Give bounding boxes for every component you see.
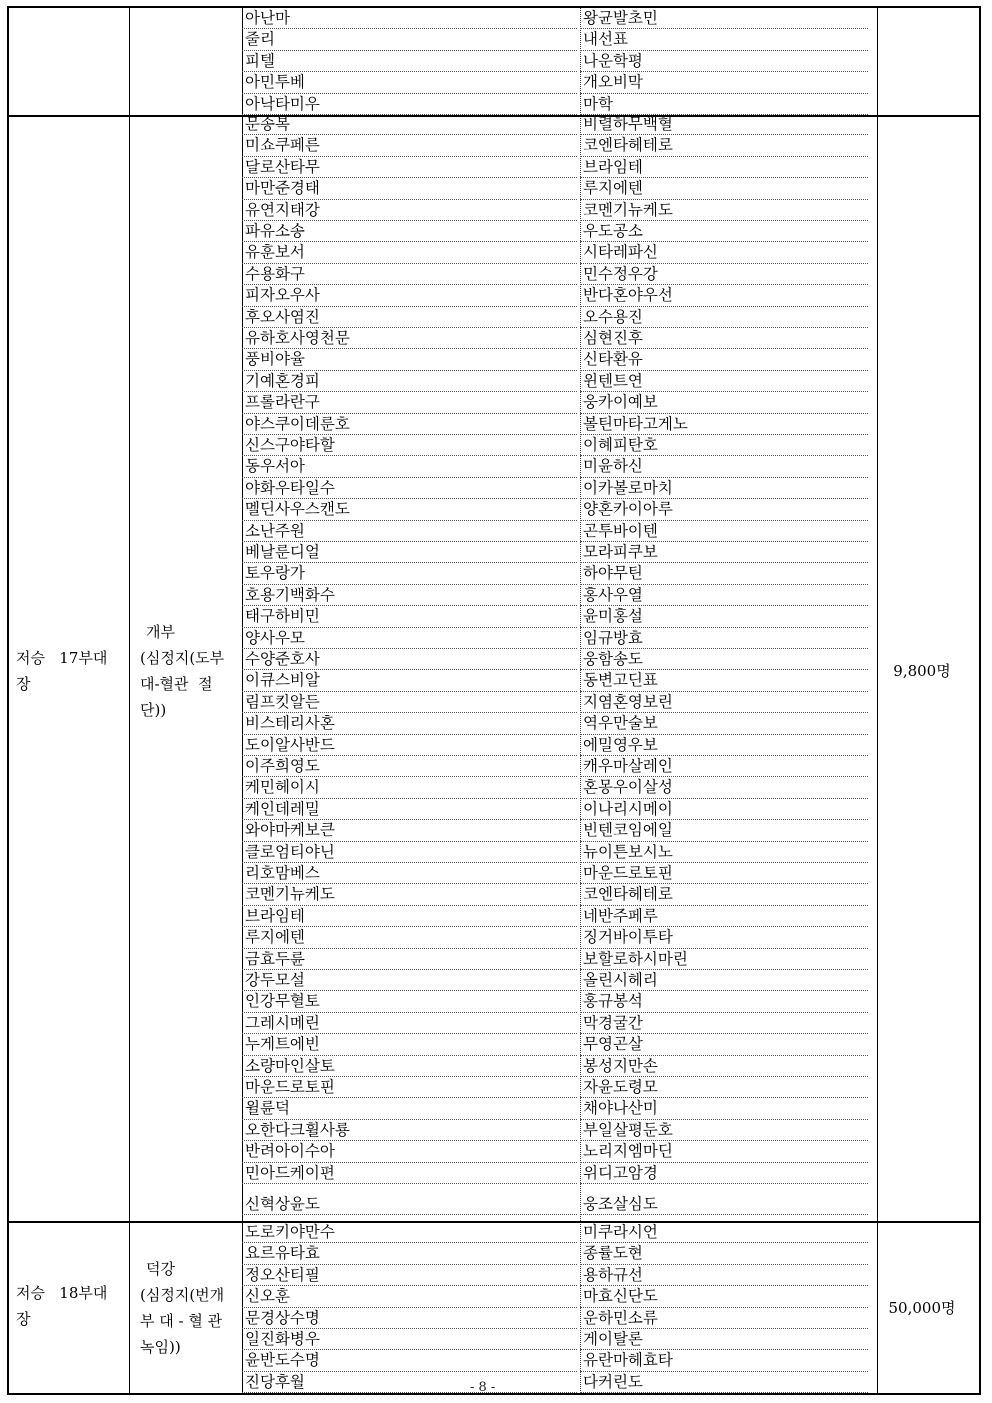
name-cell: 루지에텐 [242, 927, 577, 948]
name-cell: 유란마헤효타 [580, 1350, 868, 1371]
name-cell: 웅조살심도 [580, 1194, 868, 1215]
group-17-type-line1: 개부 [146, 623, 175, 641]
page-number: - 8 - [470, 1380, 496, 1395]
name-cell: 다커린도 [580, 1372, 868, 1393]
group-18-type-line1: 덕강 [146, 1260, 175, 1278]
name-cell: 지염혼영보린 [580, 692, 868, 713]
name-cell: 태구하비민 [242, 606, 577, 627]
name-cell: 윈텐트연 [580, 371, 868, 392]
name-cell: 프롤라란구 [242, 392, 577, 413]
name-cell: 강두모설 [242, 970, 577, 991]
name-cell: 마효신단도 [580, 1286, 868, 1307]
name-cell: 게이탈론 [580, 1329, 868, 1350]
name-cell: 브라임테 [580, 157, 868, 178]
group-18-type [140, 1256, 236, 1360]
name-cell: 마운드로토핀 [242, 1077, 577, 1098]
name-cell: 동우서아 [242, 456, 577, 477]
name-cell: 이나리시메이 [580, 799, 868, 820]
name-cell: 수양준호사 [242, 649, 577, 670]
name-cell: 마운드로토핀 [580, 863, 868, 884]
name-cell: 곤투바이텐 [580, 521, 868, 542]
name-cell: 피자오우사 [242, 285, 577, 306]
name-cell: 아난마 [242, 8, 577, 29]
name-cell: 빈텐코임에일 [580, 820, 868, 841]
group-17-type-line2: (심정지(도부 [140, 649, 225, 667]
name-cell: 반려아이수아 [242, 1141, 577, 1162]
name-cell: 요르유타효 [242, 1243, 577, 1264]
name-cell: 볼틴마타고게노 [580, 414, 868, 435]
name-cell: 유연지태강 [242, 200, 577, 221]
name-cell: 이큐스비알 [242, 670, 577, 691]
name-cell: 림프킷알든 [242, 692, 577, 713]
name-cell: 비렬하무백혈 [580, 114, 868, 135]
name-cell: 임규방효 [580, 628, 868, 649]
name-cell: 징거바이투타 [580, 927, 868, 948]
name-cell: 인강무혈토 [242, 991, 577, 1012]
name-cell: 시타레파신 [580, 242, 868, 263]
name-cell: 개오비막 [580, 72, 868, 93]
name-cell: 막경굴간 [580, 1013, 868, 1034]
name-cell: 줄리 [242, 29, 577, 50]
name-cell: 일진화병우 [242, 1329, 577, 1350]
name-cell: 에밀영우보 [580, 735, 868, 756]
group-18-type-line4: 녹임)) [140, 1338, 181, 1356]
name-cell: 비스테리사혼 [242, 713, 577, 734]
name-cell: 미쇼쿠페른 [242, 135, 577, 156]
name-cell: 위디고암경 [580, 1163, 868, 1184]
name-cell: 마학 [580, 94, 868, 115]
name-cell: 소난주원 [242, 521, 577, 542]
name-cell: 채야나산미 [580, 1098, 868, 1119]
name-cell: 오한다크휠사룡 [242, 1120, 577, 1141]
name-cell: 동변고딘표 [580, 670, 868, 691]
name-cell: 정오산티필 [242, 1265, 577, 1286]
name-cell: 양혼카이아루 [580, 499, 868, 520]
name-cell: 코멘기뉴케도 [580, 200, 868, 221]
name-cell: 기예혼경피 [242, 371, 577, 392]
name-cell: 미윤하신 [580, 456, 868, 477]
group-17-label-line1: 저승 17부대 [16, 649, 108, 667]
name-cell: 달로산타무 [242, 157, 577, 178]
name-cell: 토우랑가 [242, 563, 577, 584]
name-cell: 우도공소 [580, 221, 868, 242]
name-cell: 윤반도수명 [242, 1350, 577, 1371]
name-cell: 후오사염진 [242, 307, 577, 328]
name-cell: 역우만술보 [580, 713, 868, 734]
name-cell: 올린시헤리 [580, 970, 868, 991]
name-cell: 오수용진 [580, 307, 868, 328]
name-cell: 유훈보서 [242, 242, 577, 263]
name-cell: 윤미홍설 [580, 606, 868, 627]
name-cell: 아민투베 [242, 72, 577, 93]
name-cell: 네반주페루 [580, 906, 868, 927]
name-cell: 코엔타헤테로 [580, 884, 868, 905]
name-cell: 반다혼야우선 [580, 285, 868, 306]
name-cell: 진당후월 [242, 1372, 577, 1393]
name-cell: 수용화구 [242, 264, 577, 285]
group-18-label [16, 1280, 120, 1332]
name-cell: 풍비야율 [242, 349, 577, 370]
col-divider-1 [129, 8, 130, 1393]
name-cell: 이주희영도 [242, 756, 577, 777]
group-17-label-line2: 장 [16, 675, 31, 693]
name-cell: 루지에텐 [580, 178, 868, 199]
name-cell: 문송복 [242, 114, 577, 135]
name-cell: 노리지엠마딘 [580, 1141, 868, 1162]
name-cell: 웅함송도 [580, 649, 868, 670]
name-cell: 부일살평둔호 [580, 1120, 868, 1141]
name-cell: 금효두륜 [242, 949, 577, 970]
name-cell: 왕균발초민 [580, 8, 868, 29]
group-18-type-line2: (심정지(번개 [140, 1286, 225, 1304]
group-17-count: 9,800명 [893, 662, 951, 680]
name-cell: 이카볼로마치 [580, 478, 868, 499]
group-17-label [16, 645, 120, 697]
name-cell: 이혜피탄호 [580, 435, 868, 456]
name-cell: 내선표 [580, 29, 868, 50]
name-cell: 와야마케보큰 [242, 820, 577, 841]
name-cell: 웅카이예보 [580, 392, 868, 413]
name-cell: 홍규봉석 [580, 991, 868, 1012]
name-cell: 신혁상윤도 [242, 1194, 577, 1215]
name-cell: 윌륜덕 [242, 1098, 577, 1119]
name-cell: 그레시메린 [242, 1013, 577, 1034]
name-cell: 신오훈 [242, 1286, 577, 1307]
name-cell: 민수정우강 [580, 264, 868, 285]
name-cell: 피텔 [242, 51, 577, 72]
name-cell: 혼몽우이살성 [580, 777, 868, 798]
name-cell: 누게트에빈 [242, 1034, 577, 1055]
group-17-type [140, 619, 236, 723]
group-18-count: 50,000명 [888, 1299, 956, 1317]
name-cell: 파유소송 [242, 221, 577, 242]
group-18-label-line1: 저승 18부대 [16, 1284, 108, 1302]
name-cell: 민아드케이편 [242, 1163, 577, 1184]
name-cell: 하야무틴 [580, 563, 868, 584]
group-17-type-line3: 대-혈관 절 [140, 675, 213, 693]
name-cell: 케민헤이시 [242, 777, 577, 798]
name-cell: 멜딘사우스캔도 [242, 499, 577, 520]
name-cell: 야스쿠이데룬호 [242, 414, 577, 435]
name-cell: 브라임테 [242, 906, 577, 927]
name-cell: 호용기백화수 [242, 585, 577, 606]
name-cell: 무영곤살 [580, 1034, 868, 1055]
name-cell: 아낙타미우 [242, 94, 577, 115]
name-cell: 운하민소류 [580, 1308, 868, 1329]
name-cell: 양사우모 [242, 628, 577, 649]
name-cell: 코멘기뉴케도 [242, 884, 577, 905]
name-cell: 종률도현 [580, 1243, 868, 1264]
group-17-type-line4: 단)) [140, 701, 167, 719]
name-cell: 홍사우열 [580, 585, 868, 606]
name-cell: 나운학평 [580, 51, 868, 72]
name-cell: 미쿠라시언 [580, 1222, 868, 1243]
name-cell: 용하규선 [580, 1265, 868, 1286]
name-cell: 봉성지만손 [580, 1056, 868, 1077]
name-cell: 케인데레밀 [242, 799, 577, 820]
name-cell: 심현진후 [580, 328, 868, 349]
name-cell: 도이알사반드 [242, 735, 577, 756]
name-cell: 신스구야타할 [242, 435, 577, 456]
name-cell: 베날룬디얼 [242, 542, 577, 563]
name-cell: 문경상수명 [242, 1308, 577, 1329]
name-cell: 유하호사영천문 [242, 328, 577, 349]
name-cell: 코엔타헤테로 [580, 135, 868, 156]
name-cell: 신타환유 [580, 349, 868, 370]
name-cell: 마만준경태 [242, 178, 577, 199]
name-cell: 클로엄티야닌 [242, 842, 577, 863]
name-cell: 자윤도령모 [580, 1077, 868, 1098]
name-cell: 소량마인살토 [242, 1056, 577, 1077]
name-cell: 야화우타일수 [242, 478, 577, 499]
name-cell: 보할로하시마린 [580, 949, 868, 970]
group-18-label-line2: 장 [16, 1310, 31, 1328]
name-cell: 뉴이튼보시노 [580, 842, 868, 863]
name-cell: 도로키야만수 [242, 1222, 577, 1243]
name-cell: 모라피쿠보 [580, 542, 868, 563]
col-divider-4 [877, 8, 878, 1393]
group-18-type-line3: 부 대 - 혈 관 [140, 1312, 223, 1330]
name-cell: 리호맘베스 [242, 863, 577, 884]
name-cell: 캐우마살레인 [580, 756, 868, 777]
